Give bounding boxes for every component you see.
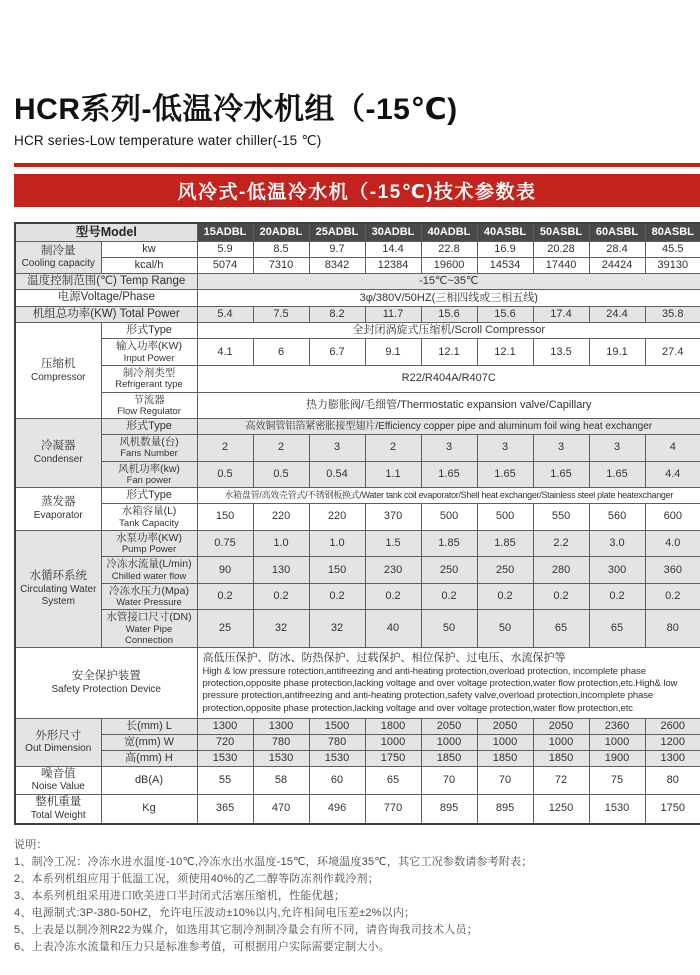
spec-value: 13.5 [533, 339, 589, 366]
label-zh: 整机重量 [35, 796, 82, 809]
spec-value: 360 [645, 557, 700, 584]
model-header: 30ADBL [365, 223, 421, 241]
model-header-row [15, 223, 700, 241]
spec-value: 15.6 [477, 306, 533, 323]
label-en: Safety Protection Device [51, 683, 161, 695]
table-row [15, 530, 700, 557]
spec-value: 16.9 [477, 241, 533, 257]
spec-value: 2600 [645, 718, 700, 734]
note-item: 6、上表冷冻水流量和压力只是标准参考值，可根据用户实际需要定制大小。 [14, 940, 390, 953]
spec-value: 1850 [477, 750, 533, 766]
spec-value: 6 [253, 339, 309, 366]
spec-value: 0.2 [253, 583, 309, 610]
spec-value: 65 [533, 610, 589, 648]
spec-value: 17440 [533, 257, 589, 273]
spec-value: 58 [253, 766, 309, 794]
row-sublabel [101, 339, 197, 366]
page-title: HCR系列-低温冷水机组（-15℃) [14, 93, 458, 126]
spec-value: 1.65 [421, 461, 477, 488]
section-label [15, 648, 197, 719]
spec-value: 1.1 [365, 461, 421, 488]
label-en: Water Pressure [116, 597, 182, 609]
section-label [15, 323, 101, 419]
spec-value: 4.1 [197, 339, 253, 366]
spec-value: 2.2 [533, 530, 589, 557]
spec-value: 19.1 [589, 339, 645, 366]
spec-value: 0.2 [589, 583, 645, 610]
table-row [15, 557, 700, 584]
spec-value: 14534 [477, 257, 533, 273]
spec-value: 1000 [365, 734, 421, 750]
label-zh: 安全保护装置 [71, 670, 141, 683]
model-header: 40ADBL [421, 223, 477, 241]
section-label: 机组总功率(KW) Total Power [15, 306, 197, 323]
spec-value: 9.7 [309, 241, 365, 257]
label-en: Cooling capacity [21, 258, 95, 270]
spec-value: 1530 [253, 750, 309, 766]
spec-value: 2 [197, 435, 253, 462]
spec-value: 1500 [309, 718, 365, 734]
spec-value: 150 [197, 504, 253, 531]
spec-value: 20.28 [533, 241, 589, 257]
spec-value: 1750 [365, 750, 421, 766]
spec-value: 14.4 [365, 241, 421, 257]
section-label: 电源Voltage/Phase [15, 290, 197, 307]
spec-value: 220 [253, 504, 309, 531]
spec-value: 0.2 [421, 583, 477, 610]
row-sublabel [101, 392, 197, 419]
table-row [15, 365, 700, 392]
label-en: Compressor [31, 371, 86, 383]
note-item: 3、本系列机组采用进口欧美进口半封闭式活塞压缩机，性能优越； [14, 889, 346, 902]
model-header: 80ASBL [645, 223, 700, 241]
spec-value: 1.65 [533, 461, 589, 488]
row-sublabel [101, 530, 197, 557]
spec-value: 250 [477, 557, 533, 584]
spec-span-cell: R22/R404A/R407C [197, 365, 700, 392]
spec-value: 0.2 [309, 583, 365, 610]
spec-value: 27.4 [645, 339, 700, 366]
spec-value: 4 [645, 435, 700, 462]
section-label [15, 766, 101, 794]
spec-value: 12.1 [421, 339, 477, 366]
spec-value: 12.1 [477, 339, 533, 366]
spec-value: 560 [589, 504, 645, 531]
spec-value: 2 [365, 435, 421, 462]
spec-value: 130 [253, 557, 309, 584]
row-sublabel: 形式Type [101, 488, 197, 504]
spec-value: 7310 [253, 257, 309, 273]
label-zh: 噪音值 [41, 767, 76, 780]
table-row [15, 610, 700, 648]
label-en: Tank Capacity [119, 517, 179, 529]
label-zh: 压缩机 [41, 358, 76, 371]
spec-value: 496 [309, 795, 365, 824]
table-row [15, 583, 700, 610]
spec-value: 60 [309, 766, 365, 794]
section-label: 温度控制范围(℃) Temp Range [15, 273, 197, 290]
spec-value: 895 [421, 795, 477, 824]
spec-value: 370 [365, 504, 421, 531]
spec-value: 0.5 [197, 461, 253, 488]
label-zh: 风机数量(台) [119, 436, 179, 449]
label-en: Flow Regulator [117, 405, 181, 417]
spec-value: 19600 [421, 257, 477, 273]
label-en: Water Pipe Connection [124, 623, 174, 647]
label-zh: 输入功率(KW) [116, 340, 182, 353]
label-zh: 冷凝器 [41, 440, 76, 453]
spec-value: 8.2 [309, 306, 365, 323]
spec-value: 0.2 [365, 583, 421, 610]
spec-value: 1.65 [477, 461, 533, 488]
spec-span-cell: 热力膨胀阀/毛细管/Thermostatic expansion valve/Capillary [197, 392, 700, 419]
spec-value: 1800 [365, 718, 421, 734]
page [14, 0, 700, 956]
model-header: 60ASBL [589, 223, 645, 241]
spec-value: 3 [533, 435, 589, 462]
section-label [15, 530, 101, 648]
spec-value: 0.75 [197, 530, 253, 557]
note-item: 4、电源制式:3P-380-50HZ，允许电压波动±10%以内,允许相间电压差±2%以内； [14, 906, 416, 919]
table-row [15, 392, 700, 419]
spec-value: 39130 [645, 257, 700, 273]
spec-span-cell: 全封闭涡旋式压缩机/Scroll Compressor [197, 323, 700, 339]
row-sublabel [101, 504, 197, 531]
spec-value: 720 [197, 734, 253, 750]
row-sublabel: 宽(mm) W [101, 734, 197, 750]
row-sublabel: kw [101, 241, 197, 257]
spec-value: 75 [589, 766, 645, 794]
spec-value: 2360 [589, 718, 645, 734]
spec-value: 895 [477, 795, 533, 824]
spec-value: 500 [477, 504, 533, 531]
label-en: High & low pressure rotection,antifreezing and anti-heating protection,overload protection, incomplete phase protection,opposite phase protection,lacking voltage and over voltage protection,water flow protection,etc.High& low pressure protection,antifreezing and anti-heating protection,safety valve,overload protection,incomplete phase protection,opposite phase protection,lacking voltage and over voltage protection,water flow protection,etc [202, 665, 678, 714]
spec-value: 3 [477, 435, 533, 462]
row-sublabel: dB(A) [101, 766, 197, 794]
spec-value: 11.7 [365, 306, 421, 323]
spec-value: 780 [253, 734, 309, 750]
label-zh: 风机功率(kw) [118, 462, 180, 475]
row-sublabel [101, 557, 197, 584]
spec-value: 4.0 [645, 530, 700, 557]
spec-value: 70 [421, 766, 477, 794]
spec-value: 470 [253, 795, 309, 824]
spec-value: 1300 [197, 718, 253, 734]
spec-value: 150 [309, 557, 365, 584]
table-row [15, 504, 700, 531]
spec-value: 780 [309, 734, 365, 750]
row-sublabel [101, 461, 197, 488]
spec-value: 72 [533, 766, 589, 794]
label-en: Noise Value [31, 781, 85, 793]
notes-heading: 说明： [14, 838, 48, 851]
spec-value: 1.65 [589, 461, 645, 488]
label-zh: 冷冻水流量(L/min) [106, 558, 192, 571]
note-item: 5、上表是以制冷剂R22为媒介，如选用其它制冷剂制冷量会有所不同，请咨询我司技术人员； [14, 923, 478, 936]
label-en: Fan power [126, 475, 172, 486]
spec-value: 1000 [533, 734, 589, 750]
spec-value: 24.4 [589, 306, 645, 323]
table-row [15, 734, 700, 750]
spec-value: 80 [645, 766, 700, 794]
table-row [15, 306, 700, 323]
spec-value: 35.8 [645, 306, 700, 323]
spec-value: 1530 [589, 795, 645, 824]
section-label [15, 488, 101, 531]
table-row [15, 750, 700, 766]
spec-value: 1.0 [253, 530, 309, 557]
spec-value: 3 [589, 435, 645, 462]
label-en: Condenser [33, 454, 83, 466]
notes-list [14, 854, 700, 956]
label-en: Chilled water flow [111, 570, 187, 582]
row-sublabel: Kg [101, 795, 197, 824]
note-item: 1、制冷工况：冷冻水进水温度-10℃,冷冻水出水温度-15℃，环境温度35℃，其它工况参数请参考附表； [14, 855, 533, 868]
spec-value: 0.2 [197, 583, 253, 610]
table-row [15, 461, 700, 488]
label-en: Evaporator [33, 509, 83, 521]
spec-value: 4.4 [645, 461, 700, 488]
page-subtitle: HCR series-Low temperature water chiller(-15 ℃) [14, 133, 322, 148]
spec-value: 25 [197, 610, 253, 648]
spec-value: 50 [421, 610, 477, 648]
spec-value: 1250 [533, 795, 589, 824]
table-row [15, 648, 700, 719]
spec-span-cell: 3φ/380V/50HZ(三相四线或三相五线) [197, 290, 700, 307]
spec-value: 1850 [533, 750, 589, 766]
label-zh: 制冷量 [41, 244, 76, 257]
notes [14, 837, 700, 956]
table-row [15, 435, 700, 462]
spec-value: 1300 [253, 718, 309, 734]
spec-value: 5074 [197, 257, 253, 273]
table-row [15, 419, 700, 435]
table-row [15, 257, 700, 273]
spec-value: 2050 [421, 718, 477, 734]
spec-value: 22.8 [421, 241, 477, 257]
spec-value: 1000 [589, 734, 645, 750]
row-sublabel [101, 435, 197, 462]
spec-value: 0.2 [645, 583, 700, 610]
table-row [15, 323, 700, 339]
spec-value: 600 [645, 504, 700, 531]
spec-value: 770 [365, 795, 421, 824]
table-row [15, 241, 700, 257]
spec-value: 65 [365, 766, 421, 794]
spec-value: 50 [477, 610, 533, 648]
label-zh: 蒸发器 [41, 496, 76, 509]
spec-value: 55 [197, 766, 253, 794]
label-zh: 水循环系统 [29, 570, 87, 583]
spec-value: 3 [421, 435, 477, 462]
row-sublabel: 长(mm) L [101, 718, 197, 734]
row-sublabel: 高(mm) H [101, 750, 197, 766]
section-label [15, 718, 101, 766]
spec-value: 0.54 [309, 461, 365, 488]
spec-value: 1.0 [309, 530, 365, 557]
spec-value: 2050 [533, 718, 589, 734]
spec-value: 32 [309, 610, 365, 648]
label-zh: 水泵功率(KW) [116, 531, 182, 544]
spec-value: 28.4 [589, 241, 645, 257]
model-header: 40ASBL [477, 223, 533, 241]
spec-value: 40 [365, 610, 421, 648]
model-header-label: 型号Model [15, 223, 197, 241]
spec-value: 1530 [309, 750, 365, 766]
label-zh: 水管接口尺寸(DN) [106, 611, 192, 624]
section-label [15, 795, 101, 824]
model-header: 25ADBL [309, 223, 365, 241]
spec-value: 17.4 [533, 306, 589, 323]
model-header: 50ASBL [533, 223, 589, 241]
section-label [15, 419, 101, 488]
model-header: 15ADBL [197, 223, 253, 241]
spec-value: 365 [197, 795, 253, 824]
table-row [15, 290, 700, 307]
spec-value: 2 [253, 435, 309, 462]
spec-value: 0.5 [253, 461, 309, 488]
table-row [15, 795, 700, 824]
row-sublabel: kcal/h [101, 257, 197, 273]
label-zh: 制冷剂类型 [122, 366, 176, 379]
label-en: Fans Number [120, 448, 178, 460]
label-en: Input Power [123, 352, 175, 364]
spec-value: 32 [253, 610, 309, 648]
table-row [15, 766, 700, 794]
spec-table [14, 222, 700, 825]
spec-value: 1000 [421, 734, 477, 750]
label-zh: 外形尺寸 [35, 729, 82, 742]
label-zh: 冷冻水压力(Mpa) [109, 584, 189, 597]
spec-value: 8.5 [253, 241, 309, 257]
table-row [15, 488, 700, 504]
spec-value: 250 [421, 557, 477, 584]
spec-value: 1850 [421, 750, 477, 766]
spec-value: 90 [197, 557, 253, 584]
spec-value: 45.5 [645, 241, 700, 257]
spec-value: 1900 [589, 750, 645, 766]
table-row [15, 273, 700, 290]
table-row [15, 339, 700, 366]
note-item: 2、本系列机组应用于低温工况，须使用40%的乙二醇等防冻剂作载冷剂； [14, 872, 379, 885]
row-sublabel [101, 583, 197, 610]
label-zh: 高低压保护、防冰、防热保护、过载保护、相位保护、过电压、水流保护等 [202, 652, 566, 665]
spec-value: 3 [309, 435, 365, 462]
row-sublabel [101, 365, 197, 392]
spec-value: 2050 [477, 718, 533, 734]
spec-value: 300 [589, 557, 645, 584]
spec-value: 6.7 [309, 339, 365, 366]
spec-value: 230 [365, 557, 421, 584]
table-row [15, 718, 700, 734]
row-sublabel: 形式Type [101, 323, 197, 339]
label-zh: 水箱容量(L) [121, 505, 177, 518]
spec-value: 1750 [645, 795, 700, 824]
model-header: 20ADBL [253, 223, 309, 241]
spec-value: 1300 [645, 750, 700, 766]
spec-value: 0.2 [533, 583, 589, 610]
spec-value: 500 [421, 504, 477, 531]
spec-value: 0.2 [477, 583, 533, 610]
spec-value: 1.85 [477, 530, 533, 557]
spec-value: 1.85 [421, 530, 477, 557]
spec-value: 24424 [589, 257, 645, 273]
label-en: Refrigerant type [115, 379, 183, 391]
spec-span-cell [197, 648, 700, 719]
spec-span-cell: 水箱盘管/高效壳管式/不锈钢板换式/Water tank coil evaporator/Shell heat exchanger/Stainless steel plate heatexchanger [197, 488, 700, 504]
spec-value: 7.5 [253, 306, 309, 323]
spec-value: 9.1 [365, 339, 421, 366]
spec-value: 80 [645, 610, 700, 648]
spec-span-cell: 高效铜管铝箔紧密胀接型翅片/Efficiency copper pipe and aluminum foil wing heat exchanger [197, 419, 700, 435]
red-divider-rule [14, 163, 700, 167]
spec-value: 1530 [197, 750, 253, 766]
section-label [15, 241, 101, 273]
spec-value: 5.4 [197, 306, 253, 323]
row-sublabel [101, 610, 197, 648]
spec-value: 15.6 [421, 306, 477, 323]
spec-value: 8342 [309, 257, 365, 273]
row-sublabel: 形式Type [101, 419, 197, 435]
spec-value: 1000 [477, 734, 533, 750]
label-en: Out Dimension [25, 743, 92, 755]
label-en: Circulating Water System [20, 583, 97, 607]
label-en: Total Weight [30, 809, 86, 821]
spec-value: 280 [533, 557, 589, 584]
label-zh: 节流器 [133, 393, 165, 406]
label-en: Pump Power [121, 544, 177, 556]
spec-value: 12384 [365, 257, 421, 273]
spec-value: 5.9 [197, 241, 253, 257]
spec-value: 220 [309, 504, 365, 531]
spec-value: 70 [477, 766, 533, 794]
section-banner: 风冷式-低温冷水机（-15℃)技术参数表 [14, 174, 700, 207]
spec-value: 65 [589, 610, 645, 648]
spec-value: 550 [533, 504, 589, 531]
spec-span-cell: -15℃~35℃ [197, 273, 700, 290]
spec-value: 3.0 [589, 530, 645, 557]
spec-value: 1.5 [365, 530, 421, 557]
spec-value: 1200 [645, 734, 700, 750]
